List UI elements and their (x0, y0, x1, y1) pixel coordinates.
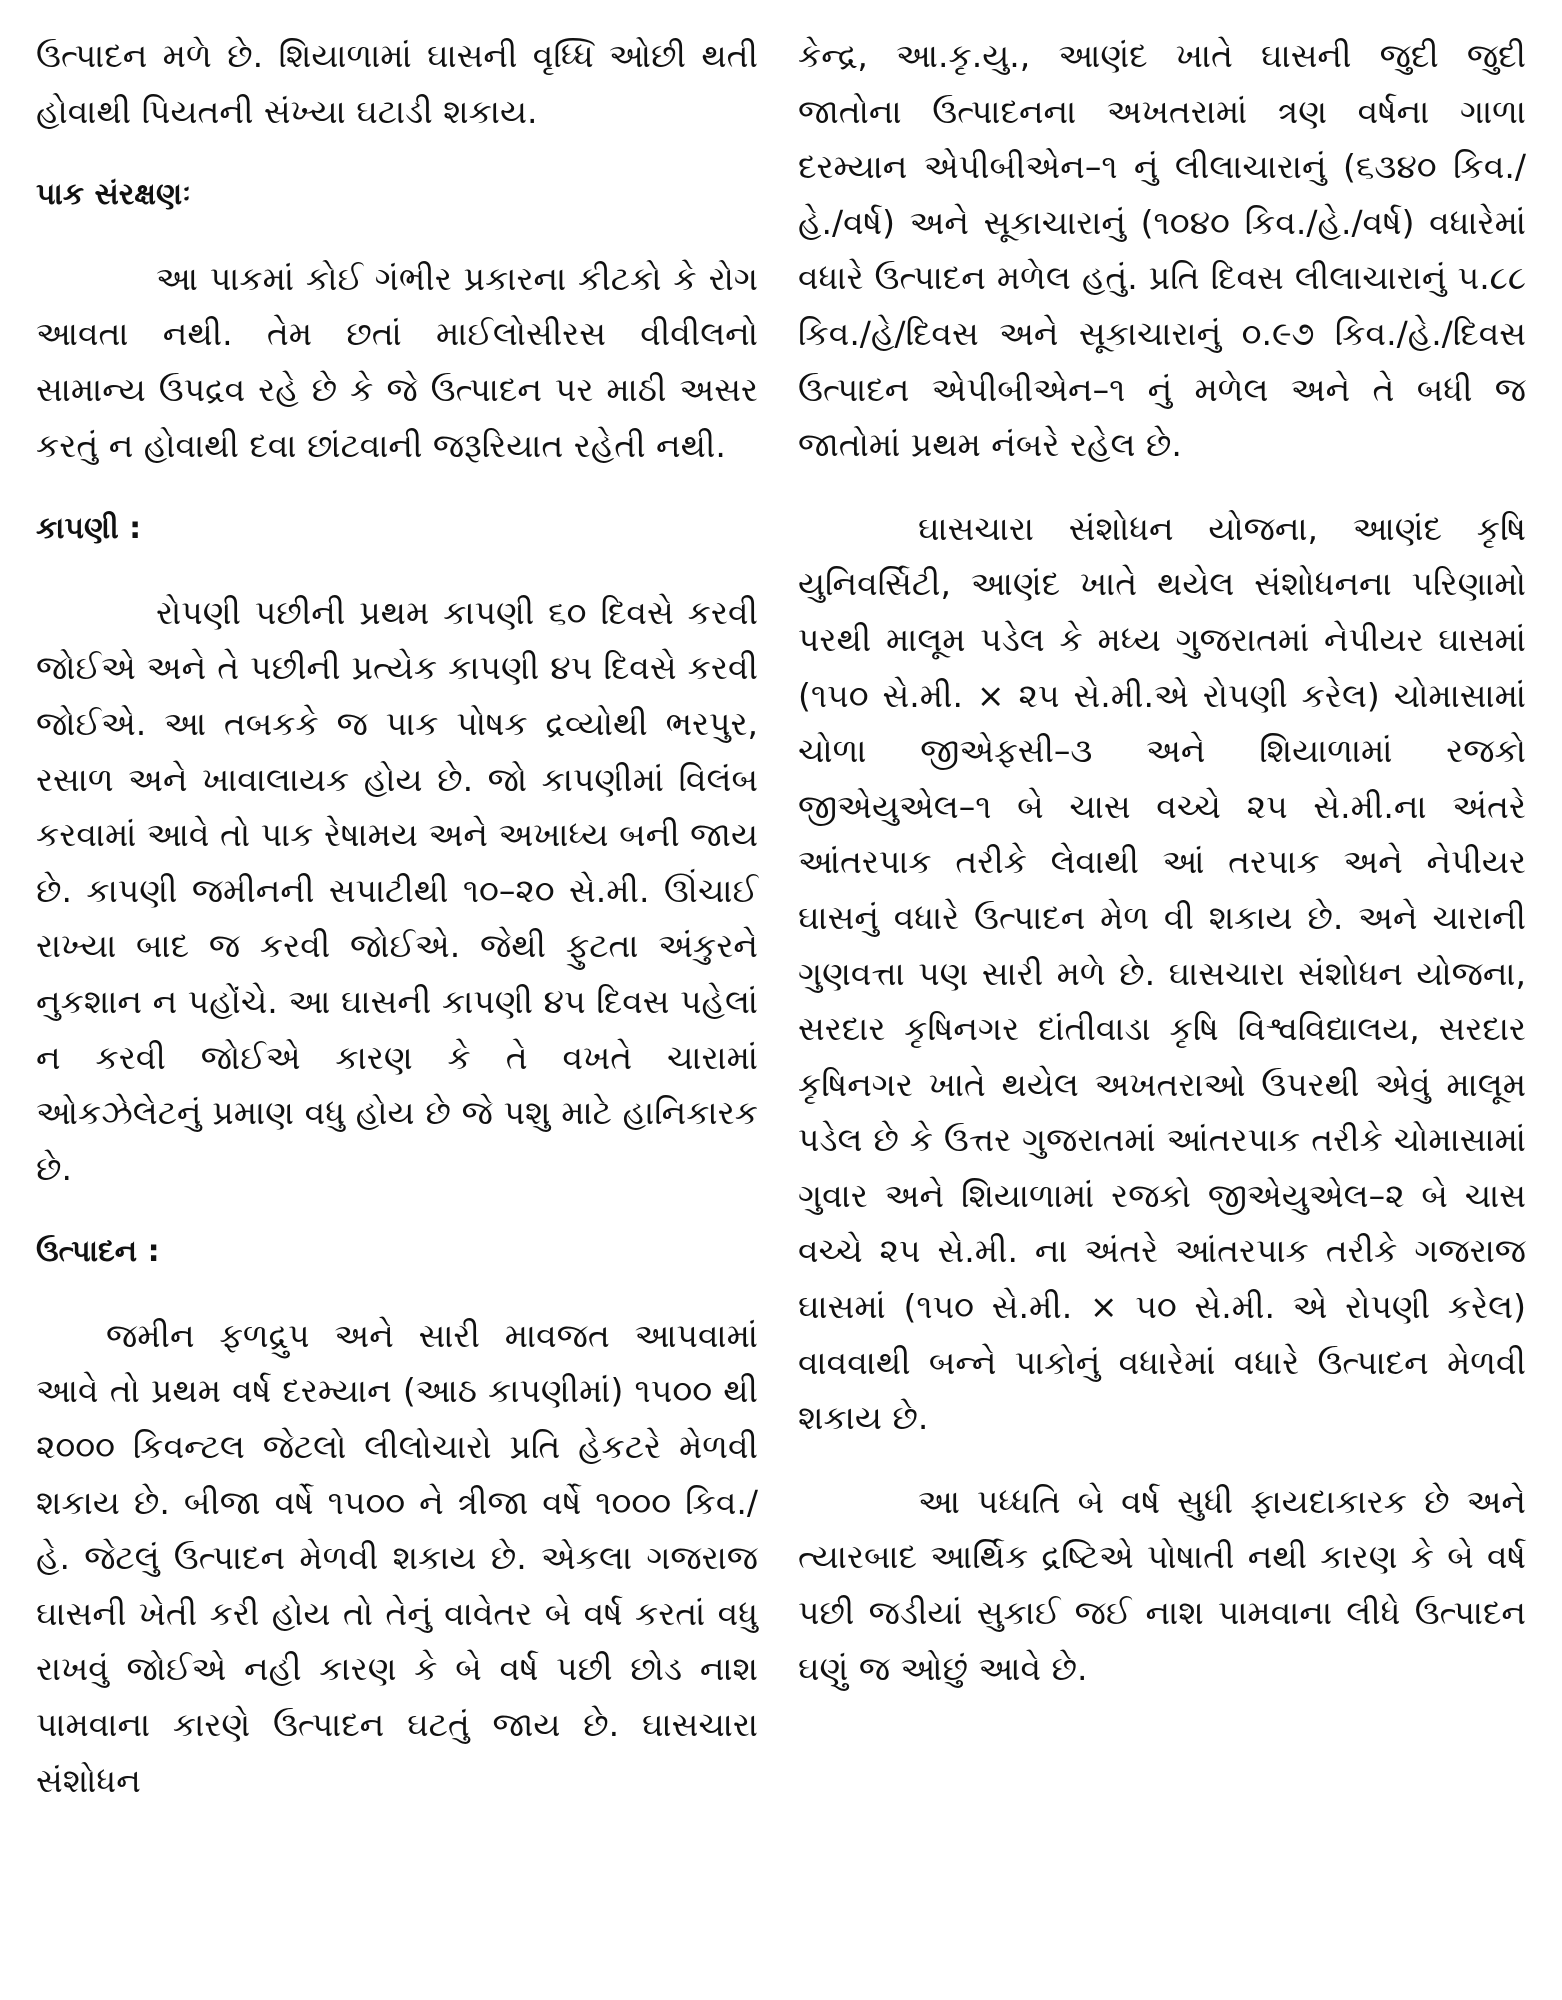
research-centre-paragraph: કેન્દ્ર, આ.કૃ.યુ., આણંદ ખાતે ઘાસની જુદી જુદી જાતોના ઉત્પાદનના અખતરામાં ત્રણ વર્ષના ગાળા દરમ્યાન એપીબીએન–૧ નું લીલાચારાનું (૬૩૪૦ કિવ./હે./વર્ષ) અને સૂકાચારાનું (૧૦૪૦ કિવ./હે./વર્ષ) વધારેમાં વધારે ઉત્પાદન મળેલ હતું. પ્રતિ દિવસ લીલાચારાનું ૫.૮૮ કિવ./હે/દિવસ અને સૂકાચારાનું ૦.૯૭ કિવ./હે./દિવસ ઉત્પાદન એપીબીએન–૧ નું મળેલ અને તે બધી જ જાતોમાં પ્રથમ નંબરે રહેલ છે. (798, 36, 1526, 465)
research-scheme-paragraph: ઘાસચારા સંશોધન યોજના, આણંદ કૃષિ યુનિવર્સિટી, આણંદ ખાતે થયેલ સંશોધનના પરિણામો પરથી માલૂમ પડેલ કે મધ્ય ગુજરાતમાં નેપીયર ઘાસમાં (૧૫૦ સે.મી. × ૨૫ સે.મી.એ રોપણી કરેલ) ચોમાસામાં ચોળા જીએફસી–૩ અને શિયાળામાં રજકો જીએયુએલ–૧ બે ચાસ વચ્ચે ૨૫ સે.મી.ના અંતરે આંતરપાક તરીકે લેવાથી આં તરપાક અને નેપીયર ઘાસનું વધારે ઉત્પાદન મેળ વી શકાય છે. અને ચારાની ગુણવત્તા પણ સારી મળે છે. ઘાસચારા સંશોધન યોજના, સરદાર કૃષિનગર દાંતીવાડા કૃષિ વિશ્વવિદ્યાલય, સરદાર કૃષિનગર ખાતે થયેલ અખતરાઓ ઉપરથી એવું માલૂમ પડેલ છે કે ઉત્તર ગુજરાતમાં આંતરપાક તરીકે ચોમાસામાં ગુવાર અને શિયાળામાં રજકો જીએયુએલ–૨ બે ચાસ વચ્ચે ૨૫ સે.મી. ના અંતરે આંતરપાક તરીકે ગજરાજ ઘાસમાં (૧૫૦ સે.મી. × ૫૦ સે.મી. એ રોપણી કરેલ) વાવવાથી બન્ને પાકોનું વધારેમાં વધારે ઉત્પાદન મેળવી શકાય છે. (798, 508, 1526, 1438)
harvesting-paragraph: રોપણી પછીની પ્રથમ કાપણી ૬૦ દિવસે કરવી જોઈએ અને તે પછીની પ્રત્યેક કાપણી ૪૫ દિવસે કરવી જોઈએ. આ તબકકે જ પાક પોષક દ્રવ્યોથી ભરપુર, રસાળ અને ખાવાલાયક હોય છે. જો કાપણીમાં વિલંબ કરવામાં આવે તો પાક રેષામય અને અખાધ્ય બની જાય છે. કાપણી જમીનની સપાટીથી ૧૦–૨૦ સે.મી. ઊંચાઈ રાખ્યા બાદ જ કરવી જોઈએ. જેથી ફુટતા અંકુરને નુકશાન ન પહોંચે. આ ઘાસની કાપણી ૪૫ દિવસ પહેલાં ન કરવી જોઈએ કારણ કે તે વખતે ચારામાં ઓકઝેલેટનું પ્રમાણ વધુ હોય છે જે પશુ માટે હાનિકારક છે. (36, 592, 758, 1188)
heading-production: ઉત્પાદન : (36, 1234, 160, 1270)
spacer (36, 1196, 758, 1224)
spacer (798, 473, 1526, 501)
left-column (36, 28, 758, 2000)
spacer (36, 223, 758, 251)
spacer (798, 1446, 1526, 1474)
spacer (36, 557, 758, 585)
production-paragraph: જમીન ફળદ્રુપ અને સારી માવજત આપવામાં આવે તો પ્રથમ વર્ષ દરમ્યાન (આઠ કાપણીમાં) ૧૫૦૦ થી ૨૦૦૦ કિવન્ટલ જેટલો લીલોચારો પ્રતિ હેકટરે મેળવી શકાય છે. બીજા વર્ષે ૧૫૦૦ ને ત્રીજા વર્ષે ૧૦૦૦ કિવ./ હે. જેટલું ઉત્પાદન મેળવી શકાય છે. એકલા ગજરાજ ઘાસની ખેતી કરી હોય તો તેનું વાવેતર બે વર્ષ કરતાં વધુ રાખવું જોઈએ નહી કારણ કે બે વર્ષ પછી છોડ નાશ પામવાના કારણે ઉત્પાદન ઘટતું જાય છે. ઘાસચારા સંશોધન (36, 1315, 758, 1800)
method-paragraph: આ પધ્ધતિ બે વર્ષ સુધી ફાયદાકારક છે અને ત્યારબાદ આર્થિક દ્રષ્ટિએ પોષાતી નથી કારણ કે બે વર્ષ પછી જડીયાં સુકાઈ જઈ નાશ પામવાના લીધે ઉત્પાદન ઘણું જ ઓછું આવે છે. (798, 1481, 1526, 1688)
crop-protection-paragraph: આ પાકમાં કોઈ ગંભીર પ્રકારના કીટકો કે રોગ આવતા નથી. તેમ છતાં માઈલોસીરસ વીવીલનો સામાન્ય ઉપદ્રવ રહે છે કે જે ઉત્પાદન પર માઠી અસર કરતું ન હોવાથી દવા છાંટવાની જરૂરિયાત રહેતી નથી. (36, 258, 758, 465)
right-column (798, 28, 1526, 2000)
intro-paragraph: ઉત્પાદન મળે છે. શિયાળામાં ઘાસની વૃધ્ધિ ઓછી થતી હોવાથી પિયતની સંખ્યા ઘટાડી શકાય. (36, 36, 758, 131)
heading-harvesting: કાપણી : (36, 511, 142, 547)
spacer (36, 139, 758, 167)
heading-crop-protection: પાક સંરક્ષણઃ (36, 177, 191, 213)
spacer (36, 1280, 758, 1308)
spacer (36, 473, 758, 501)
